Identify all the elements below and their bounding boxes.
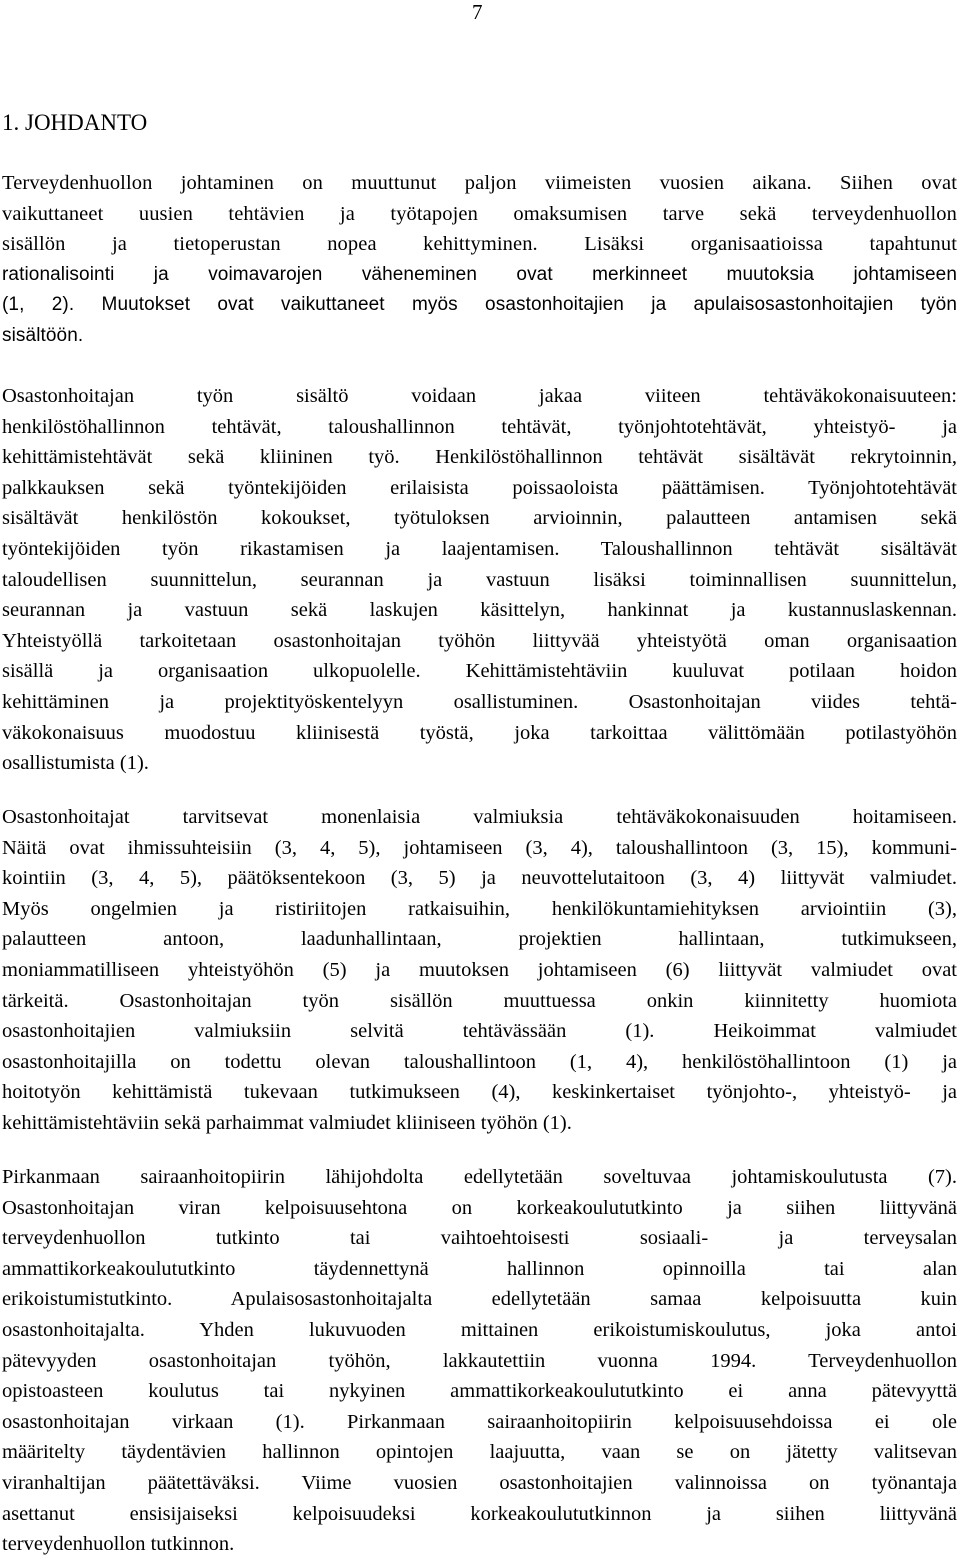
section-heading: 1. JOHDANTO bbox=[2, 110, 148, 135]
paragraph-intro bbox=[2, 168, 957, 352]
text-line: moniammatilliseen yhteistyöhön (5) ja muutoksen johtamiseen (6) liittyvät valmiudet ovat bbox=[2, 958, 957, 981]
text-line: erikoistumistutkinto. Apulaisosastonhoitajalta edellytetään samaa kelpoisuutta kuin bbox=[2, 1288, 957, 1311]
paragraph-skills bbox=[2, 802, 957, 1139]
text-line: Myös ongelmien ja ristiriitojen ratkaisuihin, henkilökuntamiehityksen arviointiin (3), bbox=[2, 897, 957, 920]
paragraph-tasks bbox=[2, 381, 957, 779]
text-line: sisältävät henkilöstön kokoukset, työtuloksen arvioinnin, palautteen antamisen sekä bbox=[2, 507, 957, 530]
page-number: 7 bbox=[472, 0, 483, 24]
text-line: (1, 2). Muutokset ovat vaikuttaneet myös osastonhoitajien ja apulaisosastonhoitajien työn bbox=[2, 294, 957, 316]
text-line: palkkauksen sekä työntekijöiden erilaisista poissaoloista päättämisen. Työnjohtotehtävät bbox=[2, 476, 957, 499]
text-line: viranhaltijan päätettäväksi. Viime vuosien osastonhoitajien valinnoissa on työnantaja bbox=[2, 1471, 957, 1494]
text-line: tärkeitä. Osastonhoitajan työn sisällön muuttuessa onkin kiinnitetty huomiota bbox=[2, 989, 957, 1012]
text-line: taloudellisen suunnittelun, seurannan ja vastuun lisäksi toiminnallisen suunnittelun, bbox=[2, 568, 957, 591]
text-line: väkokonaisuus muodostuu kliinisestä työstä, joka tarkoittaa välittömään potilastyöhön bbox=[2, 721, 957, 744]
text-line: työntekijöiden työn rikastamisen ja laajentamisen. Taloushallinnon tehtävät sisältävät bbox=[2, 537, 957, 560]
text-line: sisällön ja tietoperustan nopea kehittyminen. Lisäksi organisaatioissa tapahtunut bbox=[2, 233, 957, 256]
text-line: pätevyyden osastonhoitajan työhön, lakkautettiin vuonna 1994. Terveydenhuollon bbox=[2, 1349, 957, 1372]
text-line: ammattikorkeakoulututkinto täydennettynä hallinnon opinnoilla tai alan bbox=[2, 1257, 957, 1280]
text-line: palautteen antoon, laadunhallintaan, projektien hallintaan, tutkimukseen, bbox=[2, 928, 957, 951]
text-line: osastonhoitajilla on todettu olevan taloushallintoon (1, 4), henkilöstöhallintoon (1) ja bbox=[2, 1050, 957, 1073]
text-line: sisältöön. bbox=[2, 324, 84, 346]
text-line: rationalisointi ja voimavarojen väheneminen ovat merkinneet muutoksia johtamiseen bbox=[2, 263, 957, 285]
text-line: kehittämistehtävät sekä kliininen työ. Henkilöstöhallinnon tehtävät sisältävät rekrytoinnin, bbox=[2, 446, 957, 469]
text-line: Näitä ovat ihmissuhteisiin (3, 4, 5), johtamiseen (3, 4), taloushallintoon (3, 15), kommuni- bbox=[2, 836, 957, 859]
text-line: vaikuttaneet uusien tehtävien ja työtapojen omaksumisen tarve sekä terveydenhuollon bbox=[2, 202, 957, 225]
text-line: asettanut ensisijaiseksi kelpoisuudeksi korkeakoulututkinnon ja siihen liittyvänä bbox=[2, 1502, 957, 1525]
text-line: sisällä ja organisaation ulkopuolelle. Kehittämistehtäviin kuuluvat potilaan hoidon bbox=[2, 660, 957, 683]
text-line: terveydenhuollon tutkinnon. bbox=[2, 1533, 235, 1556]
text-line: määritelty täydentävien hallinnon opintojen laajuutta, vaan se on jätetty valitsevan bbox=[2, 1441, 957, 1464]
text-line: osastonhoitajalta. Yhden lukuvuoden mittainen erikoistumiskoulutus, joka antoi bbox=[2, 1318, 957, 1341]
text-line: Osastonhoitajat tarvitsevat monenlaisia valmiuksia tehtäväkokonaisuuden hoitamiseen. bbox=[2, 806, 957, 828]
text-line: osallistumista (1). bbox=[2, 752, 149, 775]
text-line: kehittämistehtäviin sekä parhaimmat valmiudet kliiniseen työhön (1). bbox=[2, 1111, 572, 1134]
text-line: Yhteistyöllä tarkoitetaan osastonhoitajan työhön liittyvää yhteistyötä oman organisaation bbox=[2, 629, 957, 652]
text-line: Terveydenhuollon johtaminen on muuttunut paljon viimeisten vuosien aikana. Siihen ovat bbox=[2, 172, 957, 194]
text-line: kointiin (3, 4, 5), päätöksentekoon (3, 5) ja neuvottelutaitoon (3, 4) liittyvät valmiudet. bbox=[2, 867, 957, 890]
text-line: seurannan ja vastuun sekä laskujen käsittelyn, hankinnat ja kustannuslaskennan. bbox=[2, 599, 957, 622]
text-line: terveydenhuollon tutkinto tai vaihtoehtoisesti sosiaali- ja terveysalan bbox=[2, 1227, 957, 1250]
text-line: opistoasteen koulutus tai nykyinen ammattikorkeakoulututkinto ei anna pätevyyttä bbox=[2, 1380, 957, 1403]
text-line: kehittäminen ja projektityöskentelyyn osallistuminen. Osastonhoitajan viides tehtä- bbox=[2, 690, 957, 713]
text-line: osastonhoitajien valmiuksiin selvitä tehtävässään (1). Heikoimmat valmiudet bbox=[2, 1020, 957, 1043]
text-line: henkilöstöhallinnon tehtävät, taloushallinnon tehtävät, työnjohtotehtävät, yhteistyö- ja bbox=[2, 415, 957, 438]
text-line: hoitotyön kehittämistä tukevaan tutkimukseen (4), keskinkertaiset työnjohto-, yhteistyö- ja bbox=[2, 1081, 957, 1104]
text-line: osastonhoitajan virkaan (1). Pirkanmaan sairaanhoitopiirin kelpoisuusehdoissa ei ole bbox=[2, 1410, 957, 1433]
text-line: Osastonhoitajan työn sisältö voidaan jakaa viiteen tehtäväkokonaisuuteen: bbox=[2, 385, 957, 407]
text-line: Pirkanmaan sairaanhoitopiirin lähijohdolta edellytetään soveltuvaa johtamiskoulutusta (7). bbox=[2, 1166, 957, 1188]
text-line: Osastonhoitajan viran kelpoisuusehtona on korkeakoulututkinto ja siihen liittyvänä bbox=[2, 1196, 957, 1219]
paragraph-qualifications bbox=[2, 1162, 957, 1560]
